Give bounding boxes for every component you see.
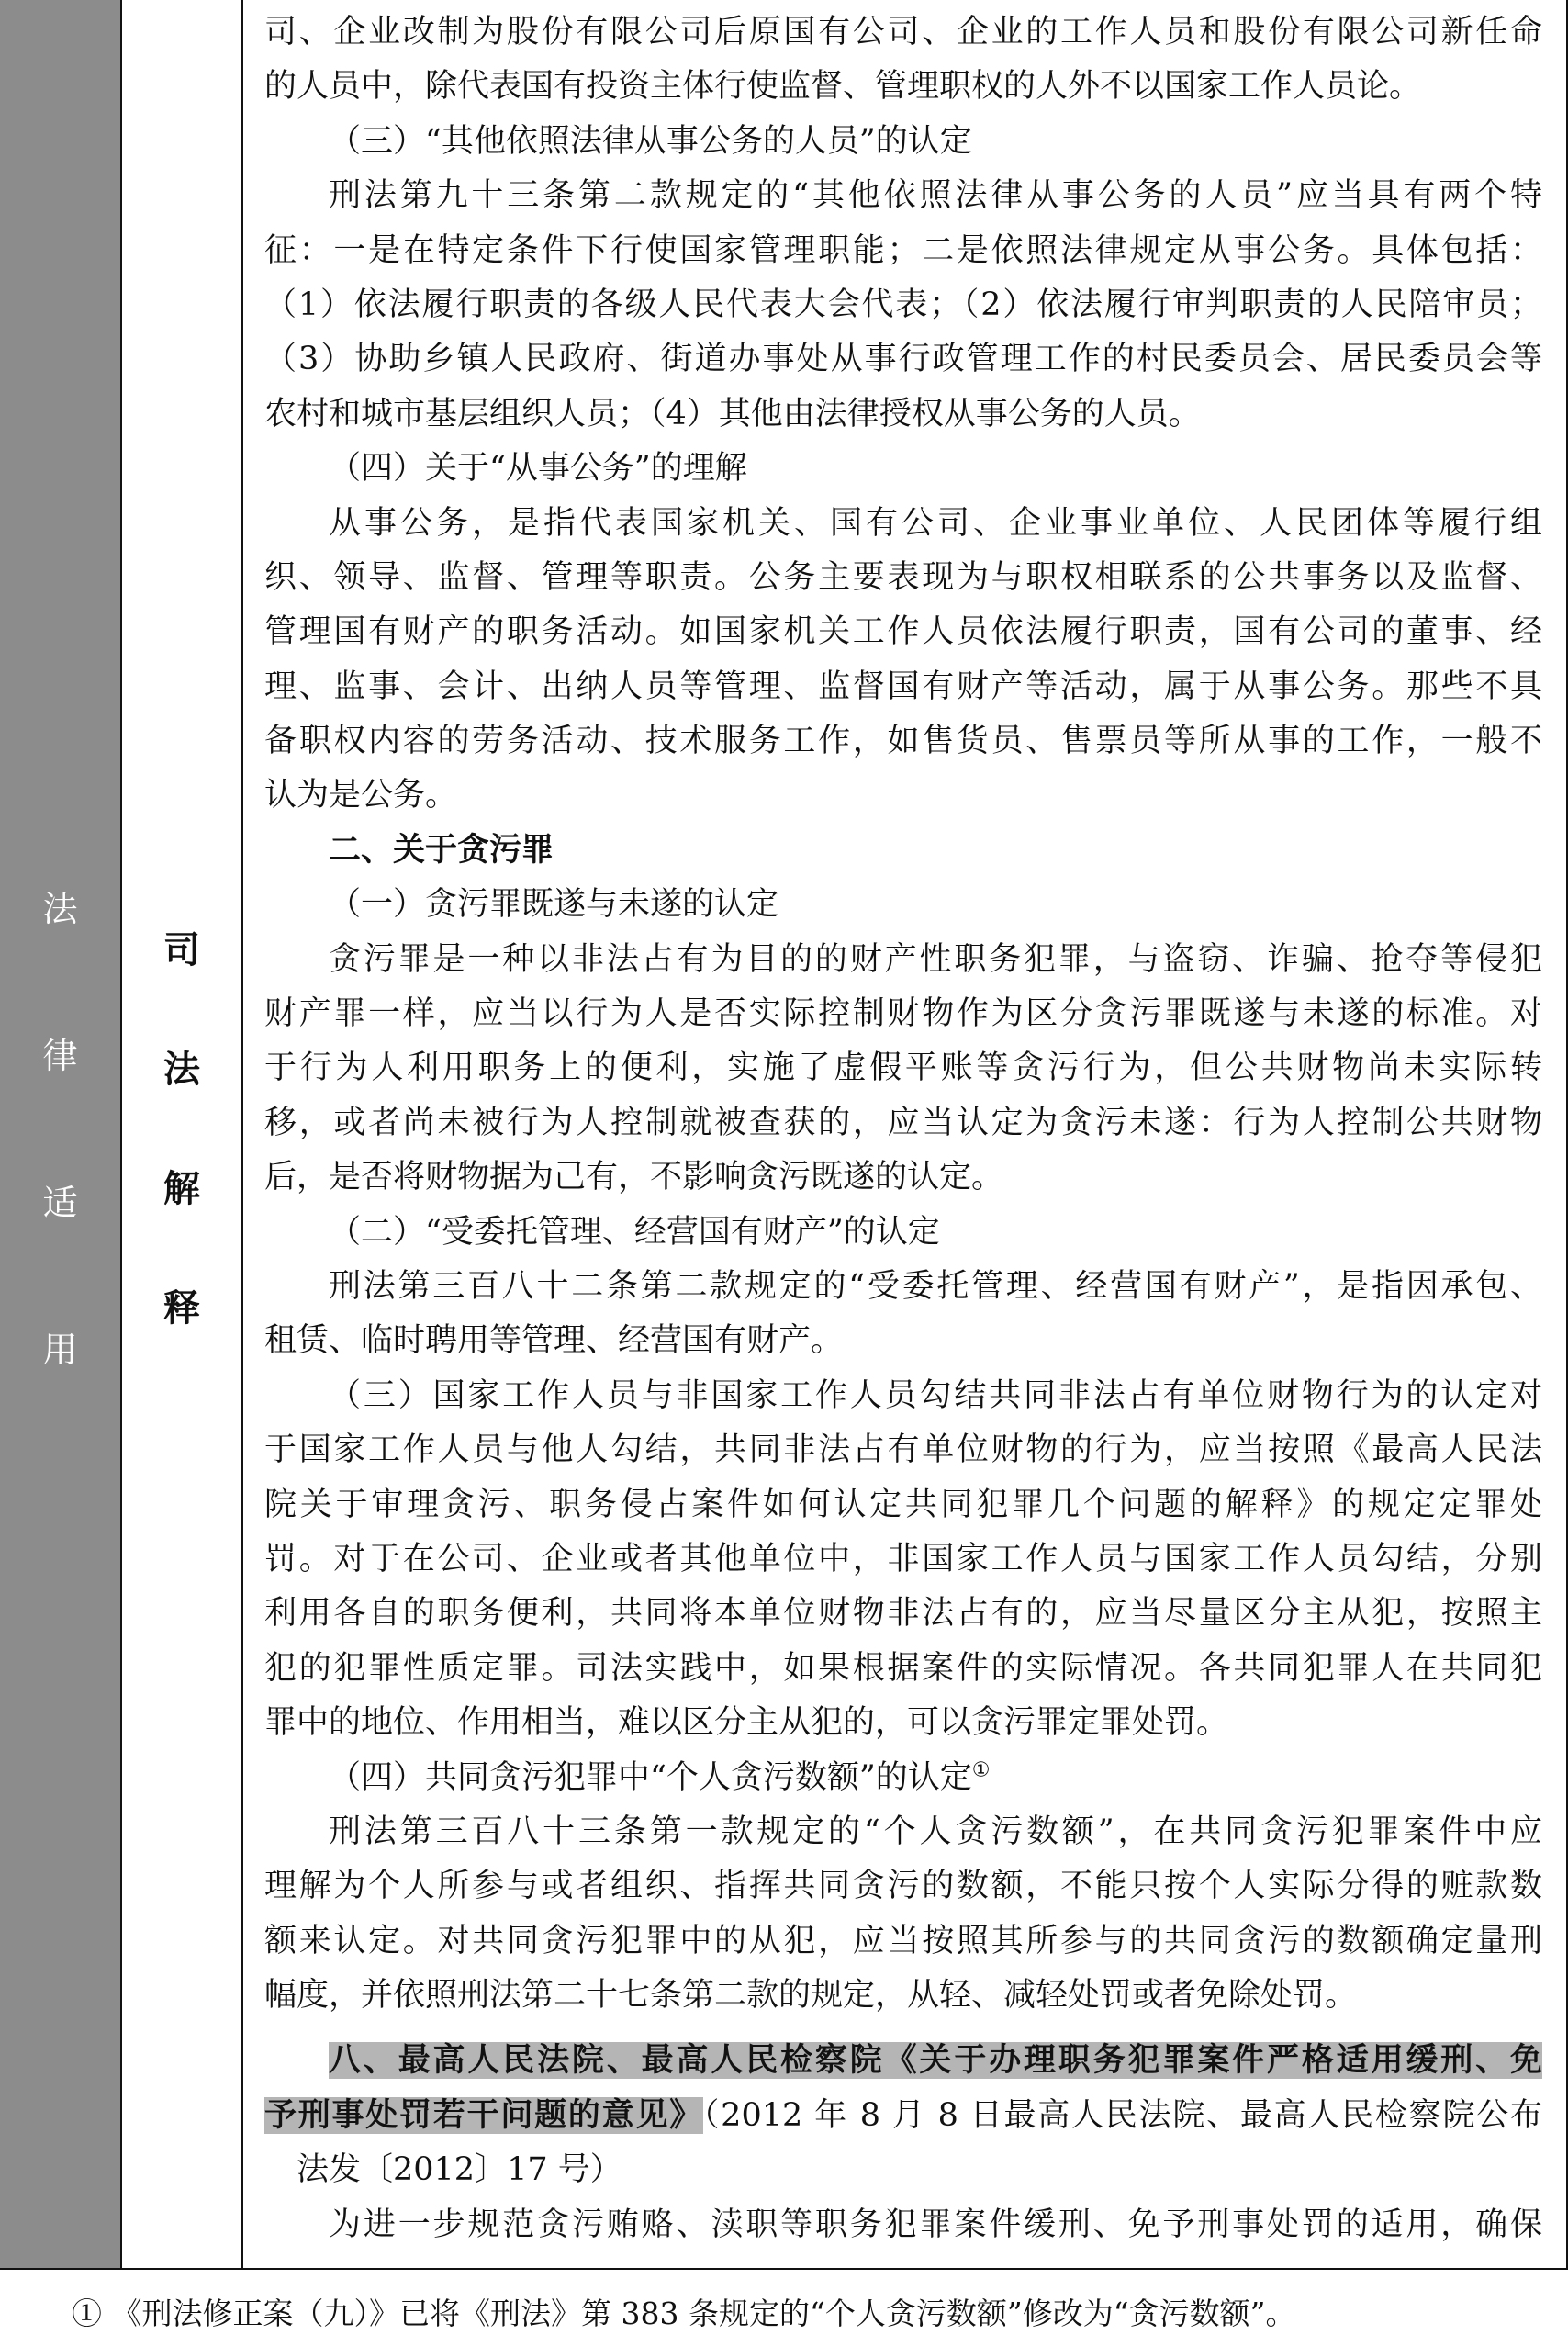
section8-body-line: 为进一步规范贪污贿赂、渎职等职务犯罪案件缓刑、免予刑事处罚的适用，确保: [329, 2206, 1542, 2243]
footnote: ① 《刑法修正案（九）》已将《刑法》第 383 条规定的“个人贪污数额”修改为“贪污数额”。: [72, 2296, 1296, 2331]
text-line: 刑法第九十三条第二款规定的“其他依照法律从事公务的人员”应当具有两个特: [329, 177, 1542, 215]
category-label: 法 律 适 用: [42, 889, 78, 1370]
subcategory-column: [122, 0, 243, 2270]
text-line: 于行为人利用职务上的便利，实施了虚假平账等贪污行为，但公共财物尚未实际转: [264, 1050, 1542, 1087]
text-line: 认为是公务。: [264, 777, 458, 814]
text-line: 罪中的地位、作用相当，难以区分主从犯的，可以贪污罪定罪处罚。: [264, 1704, 1229, 1742]
text-line: 于国家工作人员与他人勾结，共同非法占有单位财物的行为，应当按照《最高人民法: [264, 1431, 1542, 1469]
text-line: 移，或者尚未被行为人控制就被查获的，应当认定为贪污未遂：行为人控制公共财物: [264, 1104, 1542, 1141]
text-line: 理解为个人所参与或者组织、指挥共同贪污的数额，不能只按个人实际分得的赃款数: [264, 1868, 1542, 1905]
text-line: 刑法第三百八十二条第二款规定的“受委托管理、经营国有财产”，是指因承包、: [329, 1267, 1542, 1305]
text-line: （二）“受委托管理、经营国有财产”的认定: [329, 1213, 940, 1251]
text-line: 备职权内容的劳务活动、技术服务工作，如售货员、售票员等所从事的工作，一般不: [264, 723, 1542, 760]
text-line: 利用各自的职务便利，共同将本单位财物非法占有的，应当尽量区分主从犯，按照主: [264, 1595, 1542, 1633]
text-line: 幅度，并依照刑法第二十七条第二款的规定，从轻、减轻处罚或者免除处罚。: [264, 1977, 1358, 2015]
text-line: 的人员中，除代表国有投资主体行使监督、管理职权的人外不以国家工作人员论。: [264, 68, 1422, 106]
text-line: 贪污罪是一种以非法占有为目的的财产性职务犯罪，与盗窃、诈骗、抢夺等侵犯: [329, 940, 1542, 978]
text-line: （四）共同贪污犯罪中“个人贪污数额”的认定①: [329, 1757, 991, 1796]
text-line: 租赁、临时聘用等管理、经营国有财产。: [264, 1322, 844, 1360]
section8-doc-number: 法发〔2012〕17 号）: [297, 2151, 622, 2189]
footnote-marker: ①: [971, 1757, 991, 1781]
text-line: 额来认定。对共同贪污犯罪中的从犯，应当按照其所参与的共同贪污的数额确定量刑: [264, 1922, 1542, 1959]
subcategory-label: 司 法 解 释: [163, 929, 200, 1330]
text-line: 征：一是在特定条件下行使国家管理职能；二是依照法律规定从事公务。具体包括：: [264, 231, 1542, 269]
text-line: 理、监事、会计、出纳人员等管理、监督国有财产等活动，属于从事公务。那些不具: [264, 668, 1542, 705]
text-line: 财产罪一样，应当以行为人是否实际控制财物作为区分贪污罪既遂与未遂的标准。对: [264, 995, 1542, 1033]
text-line: 罚。对于在公司、企业或者其他单位中，非国家工作人员与国家工作人员勾结，分别: [264, 1540, 1542, 1577]
text-line: （1）依法履行职责的各级人民代表大会代表；（2）依法履行审判职责的人民陪审员；: [264, 286, 1542, 323]
text-line: 从事公务，是指代表国家机关、国有公司、企业事业单位、人民团体等履行组: [329, 504, 1542, 542]
text-line: 农村和城市基层组织人员；（4）其他由法律授权从事公务的人员。: [264, 395, 1201, 432]
section8-heading-line1: 八、最高人民法院、最高人民检察院《关于办理职务犯罪案件严格适用缓刑、免: [329, 2042, 1542, 2080]
text-line: （三）“其他依照法律从事公务的人员”的认定: [329, 122, 972, 160]
text-line: 织、领导、监督、管理等职责。公务主要表现为与职权相联系的公共事务以及监督、: [264, 558, 1542, 596]
text-line: 二、关于贪污罪: [329, 831, 554, 869]
text-line: 院关于审理贪污、职务侵占案件如何认定共同犯罪几个问题的解释》的规定定罪处: [264, 1486, 1542, 1523]
section8-heading-line2: 予刑事处罚若干问题的意见》（2012 年 8 月 8 日最高人民法院、最高人民检察院公布: [264, 2096, 1542, 2134]
text-line: 犯的犯罪性质定罪。司法实践中，如果根据案件的实际情况。各共同犯罪人在共同犯: [264, 1649, 1542, 1687]
text-line: （3）协助乡镇人民政府、街道办事处从事行政管理工作的村民委员会、居民委员会等: [264, 341, 1542, 378]
text-line: 司、企业改制为股份有限公司后原国有公司、企业的工作人员和股份有限公司新任命: [264, 14, 1542, 51]
category-column: [0, 0, 122, 2270]
text-line: 管理国有财产的职务活动。如国家机关工作人员依法履行职责，国有公司的董事、经: [264, 613, 1542, 651]
text-line: 后，是否将财物据为己有，不影响贪污既遂的认定。: [264, 1159, 1004, 1196]
text-line: 刑法第三百八十三条第一款规定的“个人贪污数额”，在共同贪污犯罪案件中应: [329, 1813, 1542, 1850]
text-line: （三）国家工作人员与非国家工作人员勾结共同非法占有单位财物行为的认定对: [329, 1376, 1542, 1414]
body-text: [264, 6, 1542, 2252]
text-line: （一）贪污罪既遂与未遂的认定: [329, 886, 779, 924]
text-line: （四）关于“从事公务”的理解: [329, 450, 747, 488]
